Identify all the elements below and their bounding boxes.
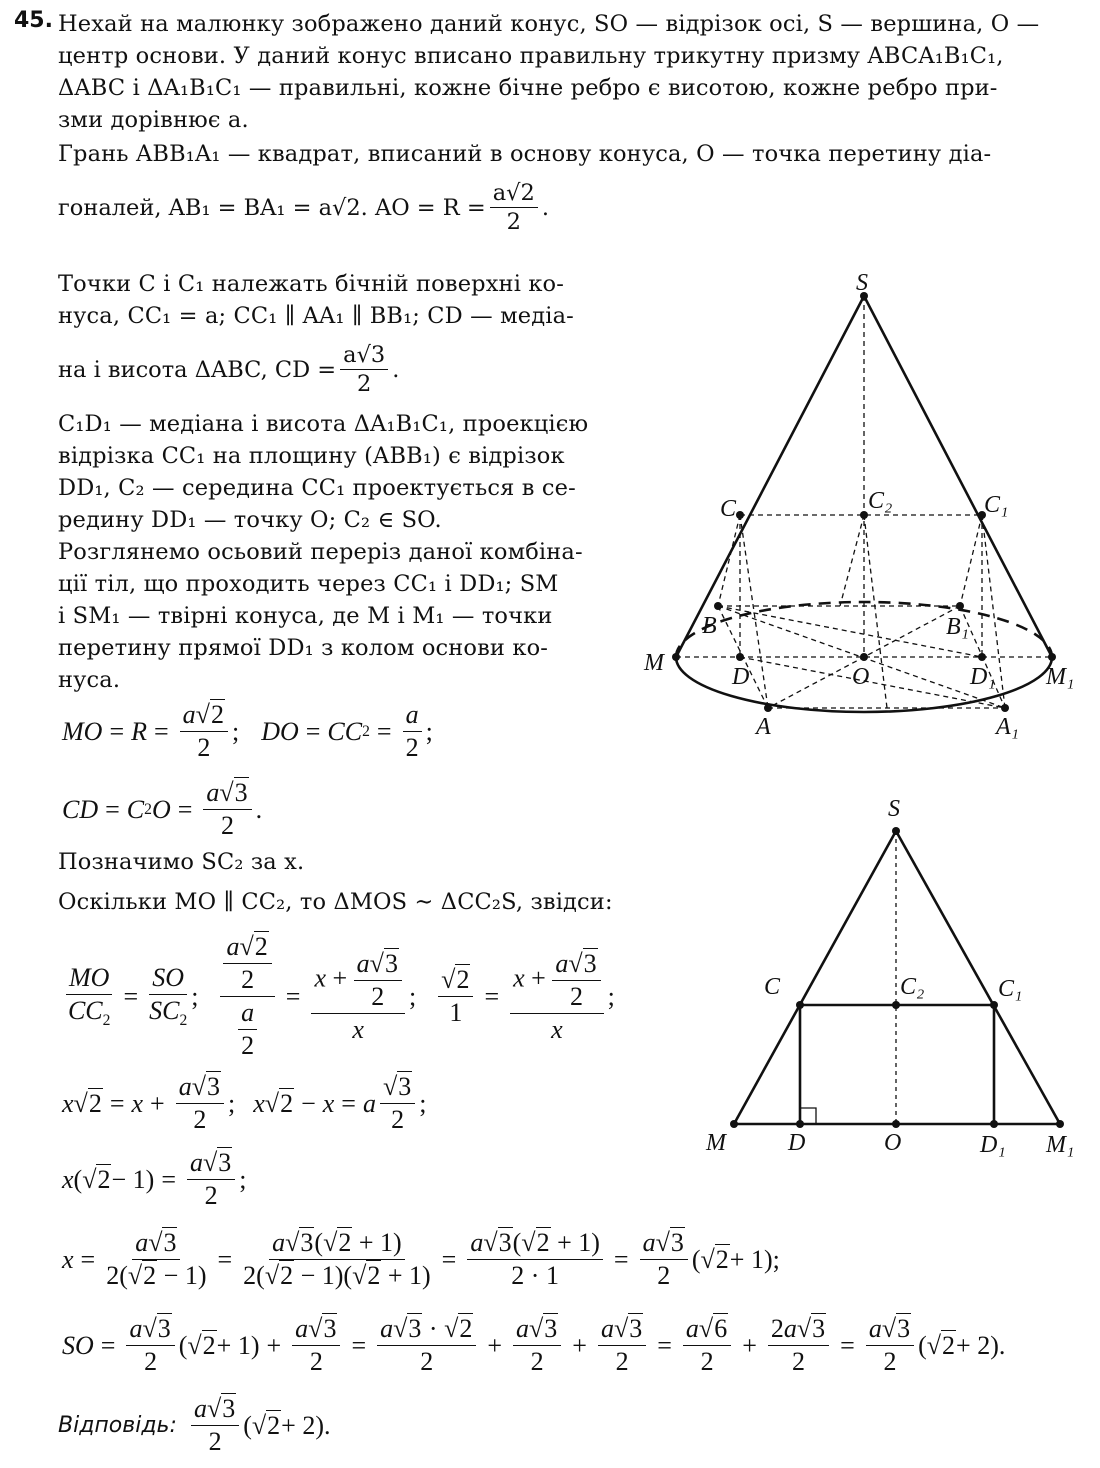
section-label-c1: C₁	[998, 976, 1023, 1002]
cone-label-s: S	[856, 270, 868, 296]
cone-label-m: M	[644, 650, 664, 676]
proj-line-8: перетину прямої DD₁ з колом основи ко-	[58, 635, 549, 661]
section-label-c: C	[764, 974, 781, 1000]
cone-label-c1: C₁	[984, 492, 1009, 518]
proj-line-4: редину DD₁ — точку O; C₂ ∈ SO.	[58, 507, 442, 533]
section-figure	[690, 790, 1090, 1170]
section-label-d1: D₁	[980, 1132, 1006, 1158]
similar-line: Оскільки MO ∥ CC₂, то ΔMOS ∼ ΔCC₂S, звідси:	[58, 889, 613, 915]
cone-figure	[630, 260, 1090, 760]
section-label-o: O	[884, 1130, 902, 1156]
problem-number: 45.	[14, 8, 53, 33]
denote-line: Позначимо SC₂ за x.	[58, 849, 305, 875]
diag-fraction	[490, 180, 538, 235]
cone-generator-left	[676, 296, 864, 657]
proj-line-6: ції тіл, що проходить через CC₁ і DD₁; SM	[58, 571, 559, 597]
formula-x-solve: x = $\frac{a√3}{2(√2 - 1)}$ = $\frac{a√3(√2 + 1)}{2(√2 - 1)(√2 + 1)}$ = $\frac{a√3(√2 + 1)}{2 \cdot 1}$ = $\frac{a√3}{2}$ (√ 2 + 1);	[62, 1228, 780, 1290]
side-line-2: нуса, CC₁ = a; CC₁ ∥ AA₁ ∥ BB₁; CD — медіа-	[58, 303, 574, 329]
median-line: на і висота ΔABC, CD = $\frac{a√3}{2}$ .	[58, 342, 400, 397]
proj-line-9: нуса.	[58, 667, 121, 693]
cone-label-m1: M₁	[1046, 664, 1075, 690]
formula-x-sqrt2: x √ 2 = x + $\frac{a√3}{2}$ ; x √ 2 − x = a $\frac{√3}{2}$ ;	[62, 1072, 427, 1134]
proj-line-1: C₁D₁ — медіана і висота ΔA₁B₁C₁, проекцією	[58, 411, 589, 437]
proj-line-5: Розглянемо осьовий переріз даної комбіна-	[58, 539, 583, 565]
side-line-1: Точки C і C₁ належать бічній поверхні ко-	[58, 271, 565, 297]
proj-line-2: відрізка CC₁ на площину (ABB₁) є відрізок	[58, 443, 565, 469]
median-line-text: на і висота ΔABC, CD =	[58, 356, 337, 383]
intro-line-1: Нехай на малюнку зображено даний конус, SO — відрізок осі, S — вершина, O —	[58, 11, 1040, 37]
cone-label-o: O	[852, 664, 870, 690]
cone-label-c2: C₂	[868, 488, 893, 514]
median-fraction	[340, 342, 388, 397]
cone-label-c: C	[720, 496, 737, 522]
median-frac-num: a√3	[340, 342, 388, 370]
diag-line: гоналей, AB₁ = BA₁ = a√2. AO = R = $\frac{a√2}{2}$ .	[58, 180, 549, 235]
cone-label-a: A	[756, 714, 771, 740]
cone-label-d: D	[732, 664, 750, 690]
section-label-c2: C₂	[900, 974, 925, 1000]
intro-line-3: ΔABC і ΔA₁B₁C₁ — правильні, кожне бічне ребро є висотою, кожне ребро при-	[58, 75, 998, 101]
section-label-m1: M₁	[1046, 1132, 1075, 1158]
formula-proportion: $\frac{MO}{CC_2}$ = $\frac{SO}{SC_2}$ ; $\frac{\frac{a√2}{2}}{\frac{a}{2}}$ = x + $\frac{a√3}{2}$ x ; $\frac{√2}{1}$ = x + $\frac{a√3}{2}$ x ;	[67, 932, 615, 1060]
formula-factor: x (√ 2 − 1) = $\frac{a√3}{2}$ ;	[62, 1148, 247, 1210]
proj-line-3: DD₁, C₂ — середина CC₁ проектується в се-	[58, 475, 576, 501]
median-frac-den: 2	[357, 371, 372, 397]
diag-frac-den: 2	[506, 209, 521, 235]
section-label-d: D	[788, 1130, 806, 1156]
formula-cd: CD = C 2 O = $\frac{a√3}{2}$ .	[62, 778, 263, 840]
formula-mo-do: MO = R = $\frac{a√2}{2}$ ; DO = CC 2 = $\frac{a}{2}$ ;	[62, 700, 433, 762]
formula-so: SO = $\frac{a√3}{2}$ (√ 2 + 1) + $\frac{a√3}{2}$ = $\frac{a√3 \cdot √2}{2}$ + $\frac{a√3}{2}$ + $\frac{a√3}{2}$ = $\frac{a√6}{2}$ + $\frac{2a√3}{2}$ = $\frac{a√3}{2}$ (√ 2 + 2).	[62, 1314, 1006, 1376]
diag-frac-num: a√2	[490, 180, 538, 208]
answer-line: Відповідь: $\frac{a√3}{2}$ (√ 2 + 2).	[58, 1394, 331, 1456]
diag-line-text: гоналей, AB₁ = BA₁ = a√2. AO = R =	[58, 194, 486, 221]
cone-label-b: B	[702, 613, 717, 639]
cone-label-a1: A₁	[996, 714, 1020, 740]
section-label-s: S	[888, 796, 900, 822]
intro-line-5: Грань ABB₁A₁ — квадрат, вписаний в основу конуса, O — точка перетину діа-	[58, 141, 992, 167]
answer-label: Відповідь:	[58, 1413, 177, 1438]
intro-line-4: зми дорівнює a.	[58, 107, 249, 133]
section-label-m: M	[706, 1130, 726, 1156]
proj-line-7: і SM₁ — твірні конуса, де M і M₁ — точки	[58, 603, 553, 629]
cone-label-b1: B₁	[946, 614, 970, 640]
intro-line-2: центр основи. У даний конус вписано правильну трикутну призму ABCA₁B₁C₁,	[58, 43, 1004, 69]
cone-label-d1: D₁	[970, 664, 996, 690]
